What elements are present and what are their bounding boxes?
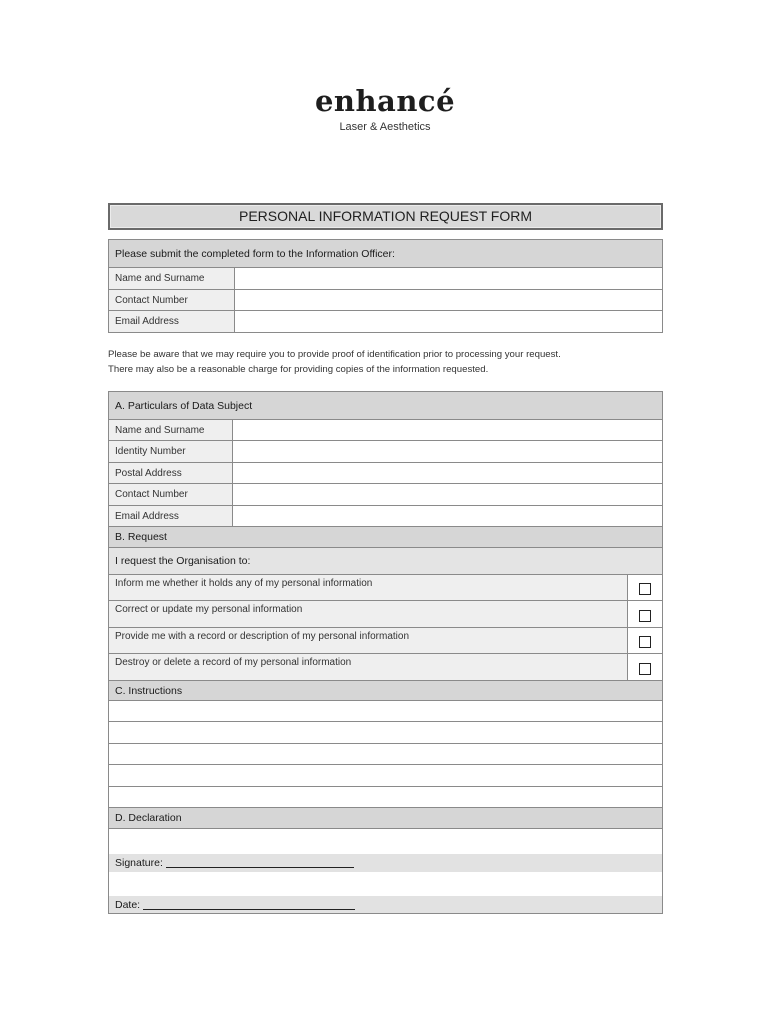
request-option-row	[109, 601, 662, 628]
section-d-header: D. Declaration	[109, 808, 662, 829]
notice-line-1: Please be aware that we may require you to provide proof of identification prior to processing your request.	[108, 349, 561, 360]
request-option-label: Correct or update my personal information	[109, 601, 628, 627]
instructions-line[interactable]	[109, 787, 662, 808]
signature-line[interactable]	[166, 858, 354, 868]
brand-tagline: Laser & Aesthetics	[339, 121, 431, 133]
declaration-space	[109, 872, 662, 896]
submit-to-table	[108, 239, 663, 333]
a-row-name	[109, 420, 662, 441]
request-option-label: Inform me whether it holds any of my personal information	[109, 575, 628, 600]
date-row[interactable]	[109, 896, 662, 914]
signature-label: Signature:	[115, 857, 163, 869]
notice-text	[108, 347, 668, 377]
submit-name-label: Name and Surname	[109, 268, 235, 289]
submit-row-contact	[109, 290, 662, 311]
a-postal-label: Postal Address	[109, 463, 233, 483]
a-postal-field[interactable]	[233, 463, 662, 483]
a-row-postal	[109, 463, 662, 484]
request-checkbox-provide[interactable]	[639, 636, 651, 648]
request-option-label: Destroy or delete a record of my personal information	[109, 654, 628, 680]
submit-email-label: Email Address	[109, 311, 235, 332]
submit-contact-label: Contact Number	[109, 290, 235, 310]
submit-name-field[interactable]	[235, 268, 662, 289]
request-checkbox-correct[interactable]	[639, 610, 651, 622]
a-contact-field[interactable]	[233, 484, 662, 505]
section-c-header: C. Instructions	[109, 681, 662, 701]
date-line[interactable]	[143, 900, 355, 910]
instructions-line[interactable]	[109, 701, 662, 722]
a-row-email	[109, 506, 662, 527]
instructions-line[interactable]	[109, 765, 662, 787]
a-name-field[interactable]	[233, 420, 662, 440]
date-label: Date:	[115, 898, 141, 911]
a-row-identity	[109, 441, 662, 463]
a-identity-field[interactable]	[233, 441, 662, 462]
section-b-subtitle: I request the Organisation to:	[109, 548, 662, 575]
request-checkbox-inform[interactable]	[639, 583, 651, 595]
section-a-header: A. Particulars of Data Subject	[109, 392, 662, 420]
a-email-label: Email Address	[109, 506, 233, 526]
submit-row-email	[109, 311, 662, 333]
form-title: PERSONAL INFORMATION REQUEST FORM	[108, 203, 663, 230]
submit-contact-field[interactable]	[235, 290, 662, 310]
request-option-row	[109, 654, 662, 681]
request-checkbox-destroy[interactable]	[639, 663, 651, 675]
section-b-header: B. Request	[109, 527, 662, 548]
a-identity-label: Identity Number	[109, 441, 233, 462]
brand-header	[0, 84, 770, 133]
submit-to-header: Please submit the completed form to the Information Officer:	[109, 240, 662, 268]
request-option-row	[109, 575, 662, 601]
notice-line-2: There may also be a reasonable charge for providing copies of the information requested.	[108, 364, 489, 375]
a-email-field[interactable]	[233, 506, 662, 526]
submit-email-field[interactable]	[235, 311, 662, 332]
instructions-line[interactable]	[109, 744, 662, 765]
request-form-table	[108, 391, 663, 914]
submit-row-name	[109, 268, 662, 290]
a-name-label: Name and Surname	[109, 420, 233, 440]
request-option-row	[109, 628, 662, 654]
instructions-line[interactable]	[109, 722, 662, 744]
request-option-label: Provide me with a record or description of my personal information	[109, 628, 628, 653]
a-row-contact	[109, 484, 662, 506]
brand-logo: enhancé	[314, 84, 456, 118]
signature-row[interactable]	[109, 854, 662, 872]
a-contact-label: Contact Number	[109, 484, 233, 505]
declaration-space	[109, 829, 662, 854]
